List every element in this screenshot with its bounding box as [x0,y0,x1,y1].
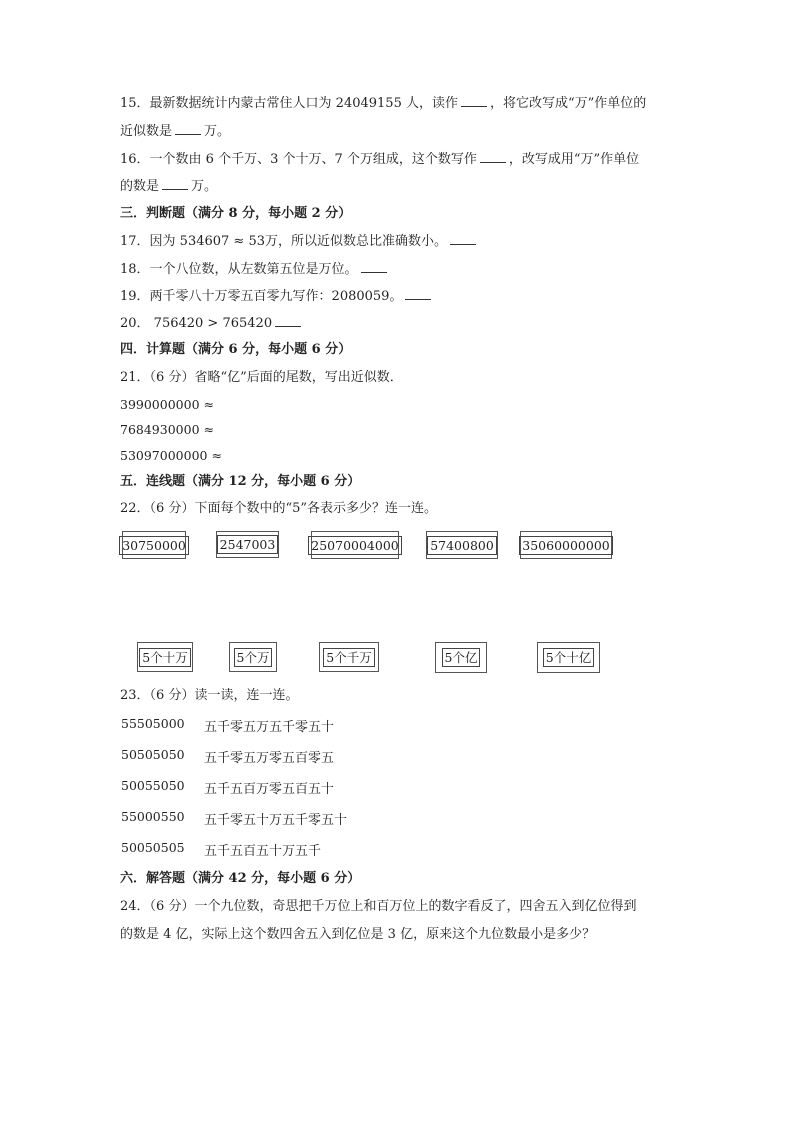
q23-number[interactable]: 50055050 [121,778,185,793]
q22-value: 5个十万 [139,648,190,667]
question-24-line2: 的数是 4 亿，实际上这个数四舍五入到亿位是 3 亿，原来这个九位数最小是多少？ [120,927,596,942]
q17-text: 17．因为 534607 ≈ 53万，所以近似数总比准确数小。 [120,234,447,249]
q22-value-box[interactable] [319,642,379,672]
q16-text-b: ，改写成用“万”作单位 [508,152,640,167]
q21-item: 53097000000 ≈ [120,448,222,463]
q22-number: 2547003 [217,535,279,554]
q23-number[interactable]: 55000550 [121,809,185,824]
answer-blank[interactable] [461,95,487,107]
question-17 [120,233,479,250]
q22-number: 57400800 [427,536,497,555]
q23-word[interactable]: 五千五百万零五百五十 [204,782,335,797]
q20-text: 20． 756420 > 765420 [120,316,273,331]
q22-value: 5个十亿 [543,648,594,667]
q22-number-box[interactable] [216,531,279,558]
answer-blank[interactable] [175,123,201,135]
q15-text-d: 万。 [204,124,231,139]
question-20 [120,315,304,332]
question-24-line1: 24．（6 分）一个九位数，奇思把千万位上和百万位上的数字看反了，四舍五入到亿位得到 [120,899,637,914]
question-19 [120,288,434,305]
q16-text-c: 的数是 [120,179,160,194]
section-4-heading: 四．计算题（满分 6 分，每小题 6 分） [120,342,352,357]
question-16-line2 [120,178,217,195]
q22-number: 25070004000 [308,536,401,555]
answer-blank[interactable] [405,288,431,300]
q22-number-box[interactable] [122,531,186,559]
q22-value-box[interactable] [229,642,277,672]
section-3-heading: 三．判断题（满分 8 分，每小题 2 分） [120,206,352,221]
q22-number-box[interactable] [311,531,399,559]
q23-word[interactable]: 五千五百五十万五千 [204,844,322,859]
q21-item: 3990000000 ≈ [120,397,214,412]
q23-word[interactable]: 五千零五十万五千零五十 [204,813,348,828]
q22-value: 5个千万 [323,648,374,667]
q22-value-box[interactable] [435,642,487,673]
question-18 [120,261,390,278]
q15-text-c: 近似数是 [120,124,173,139]
q23-number[interactable]: 50505050 [121,747,185,762]
q22-value-box[interactable] [537,642,600,673]
answer-blank[interactable] [361,261,387,273]
q22-number: 30750000 [119,536,189,555]
q16-text-a: 16．一个数由 6 个千万、3 个十万、7 个万组成，这个数写作 [120,152,477,167]
question-22: 22．（6 分）下面每个数中的“5”各表示多少？连一连。 [120,501,438,516]
question-16-line1 [120,151,639,168]
q22-value: 5个万 [234,648,273,667]
question-15-line2 [120,123,230,140]
answer-blank[interactable] [450,233,476,245]
q23-number[interactable]: 50050505 [121,840,185,855]
answer-blank[interactable] [162,178,188,190]
question-21: 21．（6 分）省略“亿”后面的尾数，写出近似数． [120,370,403,385]
q15-text-a: 15．最新数据统计内蒙古常住人口为 24049155 人，读作 [120,96,458,111]
q22-number-box[interactable] [426,531,498,559]
q22-number-box[interactable] [520,531,612,559]
section-5-heading: 五．连线题（满分 12 分，每小题 6 分） [120,474,361,489]
q23-word[interactable]: 五千零五万五千零五十 [204,720,335,735]
section-6-heading: 六．解答题（满分 42 分，每小题 6 分） [120,871,361,886]
q22-number: 35060000000 [519,536,612,555]
q23-number[interactable]: 55505000 [121,716,185,731]
answer-blank[interactable] [275,315,301,327]
q19-text: 19．两千零八十万零五百零九写作：2080059。 [120,289,403,304]
q22-value-box[interactable] [137,642,193,672]
q16-text-d: 万。 [191,179,218,194]
q23-word[interactable]: 五千零五万零五百零五 [204,751,335,766]
q15-text-b: ，将它改写成“万”作单位的 [489,96,647,111]
q22-value: 5个亿 [442,648,481,667]
q21-item: 7684930000 ≈ [120,422,214,437]
question-23: 23．（6 分）读一读，连一连。 [120,688,299,703]
question-15-line1 [120,95,646,112]
q18-text: 18．一个八位数，从左数第五位是万位。 [120,262,358,277]
answer-blank[interactable] [480,151,506,163]
